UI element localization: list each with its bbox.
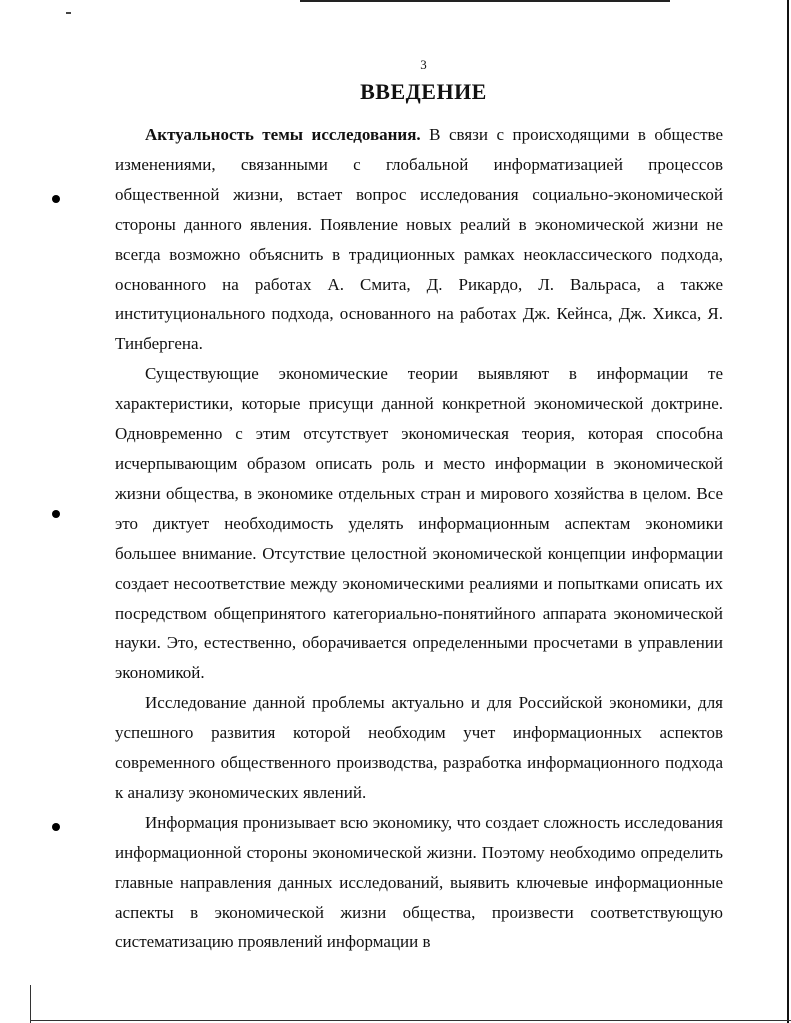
paragraph-text: В связи с происходящими в обществе изменениями, связанными с глобальной информатизацией процессов общественной жизни, встает вопрос исследования социально-экономической стороны данного явления. Появление новых реалий в экономической жизни не всегда возможно объяснить в традиционных рамках неоклассического подхода, основанного на работах А. Смита, Д. Рикардо, Л. Вальраса, а также институционального подхода, основанного на работах Дж. Кейнса, Дж. Хикса, Я. Тинбергена. <box>115 125 723 354</box>
paragraph: Информация пронизывает всю экономику, что создает сложность исследования информационной стороны экономической жизни. Поэтому необходимо определить главные направления данных исследований, выявить ключевые информационные аспекты в экономической жизни общества, произвести соответствующую систематизацию проявлений информации в <box>115 812 723 952</box>
paragraph-relevance <box>115 120 723 359</box>
scan-border-top <box>300 0 670 2</box>
paragraph: Исследование данной проблемы актуально и для Российской экономики, для успешного развития которой необходим учет информационных аспектов современного общественного производства, разработка информационного подхода к анализу экономических явлений. <box>115 693 723 802</box>
document-body <box>115 120 723 957</box>
scan-border-right <box>787 0 789 1023</box>
scan-mark-top-left <box>66 12 71 14</box>
punch-hole-dot <box>52 823 60 831</box>
punch-hole-dot <box>52 510 60 518</box>
paragraph-lead: Актуальность темы исследования. <box>145 125 421 144</box>
punch-hole-dot <box>52 195 60 203</box>
page-number: 3 <box>420 57 427 72</box>
page-title: ВВЕДЕНИЕ <box>360 79 487 104</box>
scan-border-left <box>30 985 31 1023</box>
scan-border-bottom <box>30 1020 791 1021</box>
paragraph: Существующие экономические теории выявляют в информации те характеристики, которые присущи данной конкретной экономической доктрине. Одновременно с этим отсутствует экономическая теория, которая способна исчерпывающим образом описать роль и место информации в экономической жизни общества, в экономике отдельных стран и мирового хозяйства в целом. Все это диктует необходимость уделять информационным аспектам экономики большее внимание. Отсутствие целостной экономической концепции информации создает несоответствие между экономическими реалиями и попытками описать их посредством общепринятого категориально-понятийного аппарата экономической науки. Это, естественно, оборачивается определенными просчетами в управлении экономикой. <box>115 364 723 683</box>
